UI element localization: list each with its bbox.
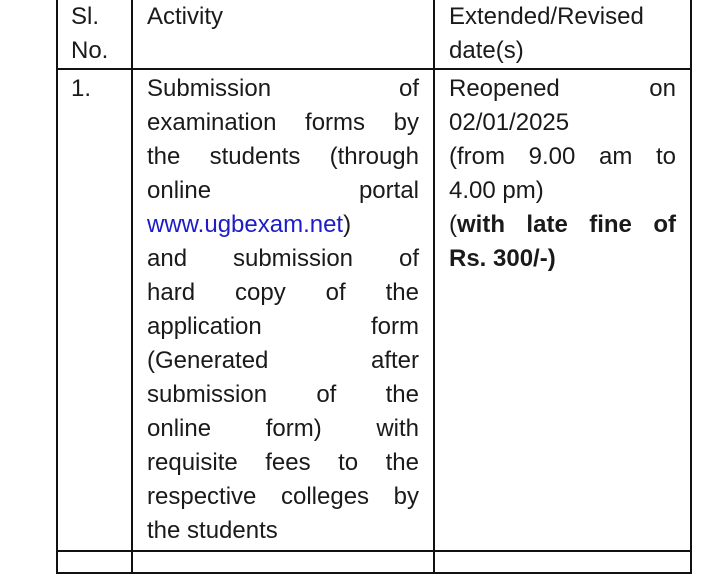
row-activity	[132, 69, 434, 551]
activity-line: Submission of	[147, 75, 419, 102]
header-activity	[132, 0, 434, 69]
dates-line: (from 9.00 am to	[449, 143, 676, 170]
ugbexam-link[interactable]: www.ugbexam.net	[147, 211, 344, 238]
table-header-row	[57, 0, 691, 69]
activity-line-with-link	[147, 208, 419, 242]
activity-line: application form	[147, 313, 419, 340]
activity-line: submission of the	[147, 381, 419, 408]
late-fine-text: with late fine of	[457, 211, 676, 238]
activity-line: online form) with	[147, 415, 419, 442]
dates-line: 02/01/2025	[449, 109, 570, 136]
activity-line: examination forms by	[147, 109, 419, 136]
header-dates-line-2: date(s)	[449, 37, 524, 64]
row-sl-no	[57, 69, 132, 551]
activity-line: requisite fees to the	[147, 449, 419, 476]
header-sl-no	[57, 0, 132, 69]
header-sl-no-line-1: Sl.	[71, 3, 100, 30]
activity-line: hard copy of the	[147, 279, 419, 306]
dates-line-late-fine	[449, 208, 676, 242]
row-sl-no-value: 1.	[71, 75, 92, 102]
table-row-next-partial	[57, 551, 691, 573]
activity-line: and submission of	[147, 245, 419, 272]
dates-line: 4.00 pm)	[449, 177, 544, 204]
header-dates	[434, 0, 691, 69]
header-dates-line-1: Extended/Revised	[449, 3, 644, 30]
next-row-dates-cell	[434, 551, 691, 573]
activity-link-closing-paren: )	[343, 211, 352, 238]
activity-line: online portal	[147, 177, 419, 204]
activity-line: the students	[147, 517, 278, 544]
late-fine-amount: Rs. 300/-)	[449, 245, 556, 272]
header-sl-no-line-2: No.	[71, 37, 109, 64]
next-row-sl-cell	[57, 551, 132, 573]
dates-line: Reopened on	[449, 75, 676, 102]
next-row-activity-cell	[132, 551, 434, 573]
activity-line: the students (through	[147, 143, 419, 170]
table-row	[57, 69, 691, 551]
header-activity-label: Activity	[147, 3, 224, 30]
activity-line: respective colleges by	[147, 483, 419, 510]
revised-dates-table	[56, 0, 692, 574]
late-fine-open-paren: (	[449, 211, 457, 238]
row-dates	[434, 69, 691, 551]
activity-line: (Generated after	[147, 347, 419, 374]
